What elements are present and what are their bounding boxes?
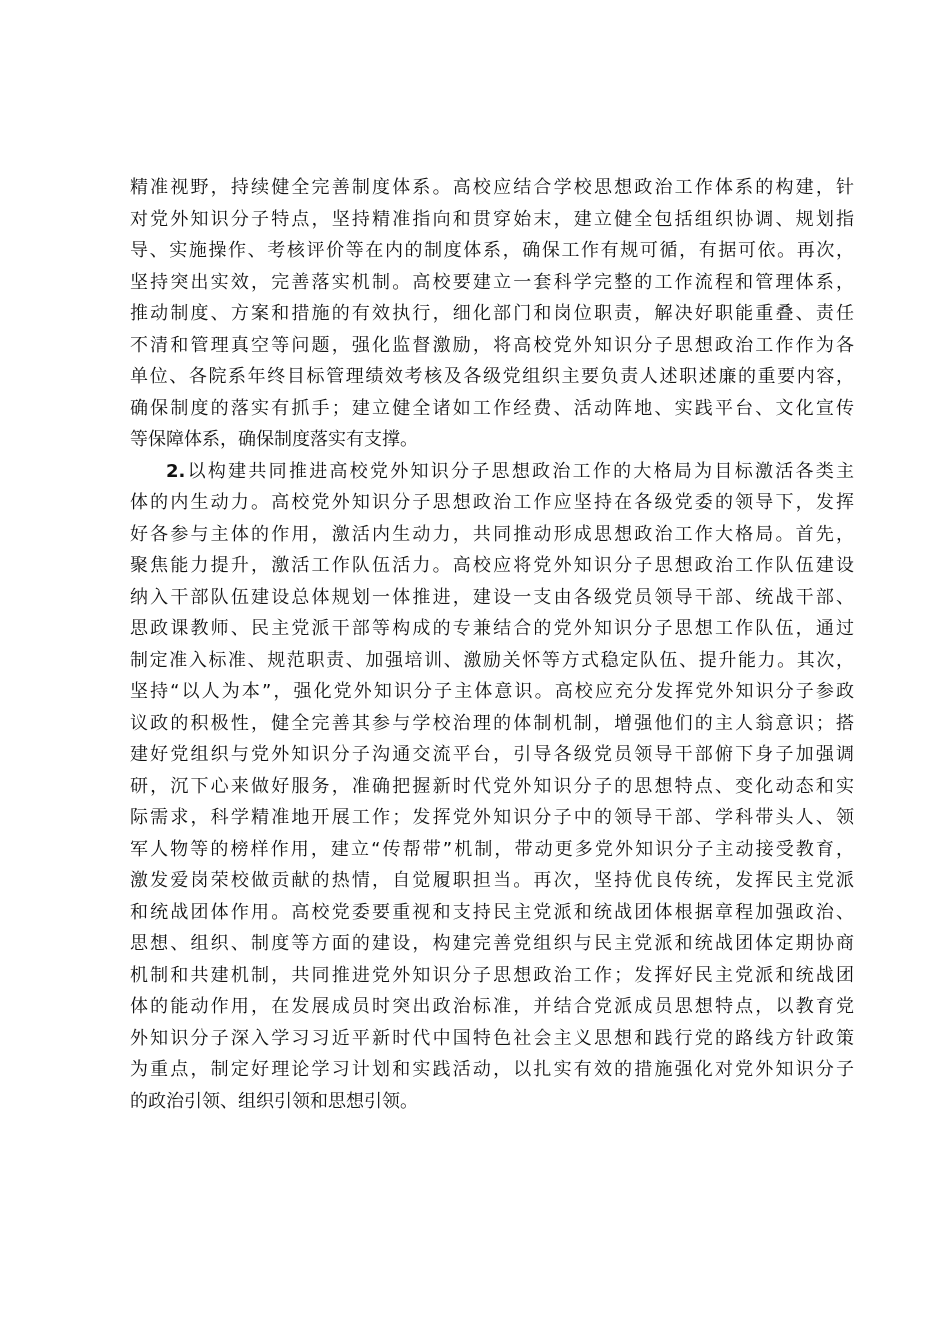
paragraph-2-line: 和统战团体作用。高校党委要重视和支持民主党派和统战团体根据章程加强政治、 bbox=[130, 901, 854, 923]
paragraph-2-first-line bbox=[130, 456, 854, 488]
paragraph-2-line: 为重点，制定好理论学习计划和实践活动，以扎实有效的措施强化对党外知识分子 bbox=[130, 1059, 854, 1080]
paragraph-1-line: 对党外知识分子特点，坚持精准指向和贯穿始末，建立健全包括组织协调、规划指 bbox=[130, 208, 854, 230]
paragraph-2-line: 纳入干部队伍建设总体规划一体推进，建设一支由各级党员领导干部、统战干部、 bbox=[130, 586, 854, 608]
paragraph-1 bbox=[130, 172, 854, 456]
paragraph-2-line: 体的能动作用，在发展成员时突出政治标准，并结合党派成员思想特点，以教育党 bbox=[130, 996, 854, 1017]
paragraph-2-line: 激发爱岗荣校做贡献的热情，自觉履职担当。再次，坚持优良传统，发挥民主党派 bbox=[130, 870, 854, 891]
paragraph-2-number: 2. bbox=[166, 460, 186, 482]
paragraph-2-line: 聚焦能力提升，激活工作队伍活力。高校应将党外知识分子思想政治工作队伍建设 bbox=[130, 555, 854, 576]
paragraph-2-line: 研，沉下心来做好服务，准确把握新时代党外知识分子的思想特点、变化动态和实 bbox=[130, 775, 854, 797]
paragraph-1-line: 单位、各院系年终目标管理绩效考核及各级党组织主要负责人述职述廉的重要内容， bbox=[130, 366, 854, 387]
paragraph-2-line: 思政课教师、民主党派干部等构成的专兼结合的党外知识分子思想工作队伍，通过 bbox=[130, 618, 854, 639]
paragraph-1-line: 确保制度的落实有抓手；建立健全诸如工作经费、活动阵地、实践平台、文化宣传 bbox=[130, 397, 854, 419]
paragraph-2-line: 外知识分子深入学习习近平新时代中国特色社会主义思想和践行党的路线方针政策 bbox=[130, 1027, 854, 1049]
paragraph-2-line: 议政的积极性，健全完善其参与学校治理的体制机制，增强他们的主人翁意识；搭 bbox=[130, 712, 854, 734]
paragraph-2-line: 坚持“以人为本”，强化党外知识分子主体意识。高校应充分发挥党外知识分子参政 bbox=[130, 681, 854, 702]
paragraph-2 bbox=[130, 456, 854, 1118]
paragraph-2-line: 制定准入标准、规范职责、加强培训、激励关怀等方式稳定队伍、提升能力。其次， bbox=[130, 649, 854, 671]
paragraph-2-line: 建好党组织与党外知识分子沟通交流平台，引导各级党员领导干部俯下身子加强调 bbox=[130, 744, 854, 765]
paragraph-1-line: 不清和管理真空等问题，强化监督激励，将高校党外知识分子思想政治工作作为各 bbox=[130, 334, 854, 356]
paragraph-1-line: 坚持突出实效，完善落实机制。高校要建立一套科学完整的工作流程和管理体系， bbox=[130, 271, 854, 293]
paragraph-1-line: 等保障体系，确保制度落实有支撑。 bbox=[130, 429, 418, 450]
paragraph-2-line: 际需求，科学精准地开展工作；发挥党外知识分子中的领导干部、学科带头人、领 bbox=[130, 807, 854, 828]
paragraph-2-first-line-text: 以构建共同推进高校党外知识分子思想政治工作的大格局为目标激活各类主 bbox=[185, 460, 854, 482]
paragraph-2-line: 机制和共建机制，共同推进党外知识分子思想政治工作；发挥好民主党派和统战团 bbox=[130, 964, 854, 986]
paragraph-2-line: 体的内生动力。高校党外知识分子思想政治工作应坚持在各级党委的领导下，发挥 bbox=[130, 492, 854, 513]
paragraph-2-line: 的政治引领、组织引领和思想引领。 bbox=[130, 1090, 418, 1112]
paragraph-1-line: 精准视野，持续健全完善制度体系。高校应结合学校思想政治工作体系的构建，针 bbox=[130, 177, 854, 198]
paragraph-2-line: 好各参与主体的作用，激活内生动力，共同推动形成思想政治工作大格局。首先， bbox=[130, 523, 854, 545]
paragraph-1-line: 导、实施操作、考核评价等在内的制度体系，确保工作有规可循，有据可依。再次， bbox=[130, 240, 854, 261]
paragraph-1-line: 推动制度、方案和措施的有效执行，细化部门和岗位职责，解决好职能重叠、责任 bbox=[130, 303, 854, 324]
paragraph-2-line: 军人物等的榜样作用，建立“传帮带”机制，带动更多党外知识分子主动接受教育， bbox=[130, 838, 854, 860]
paragraph-2-line: 思想、组织、制度等方面的建设，构建完善党组织与民主党派和统战团体定期协商 bbox=[130, 933, 854, 954]
document-body bbox=[130, 172, 854, 1117]
